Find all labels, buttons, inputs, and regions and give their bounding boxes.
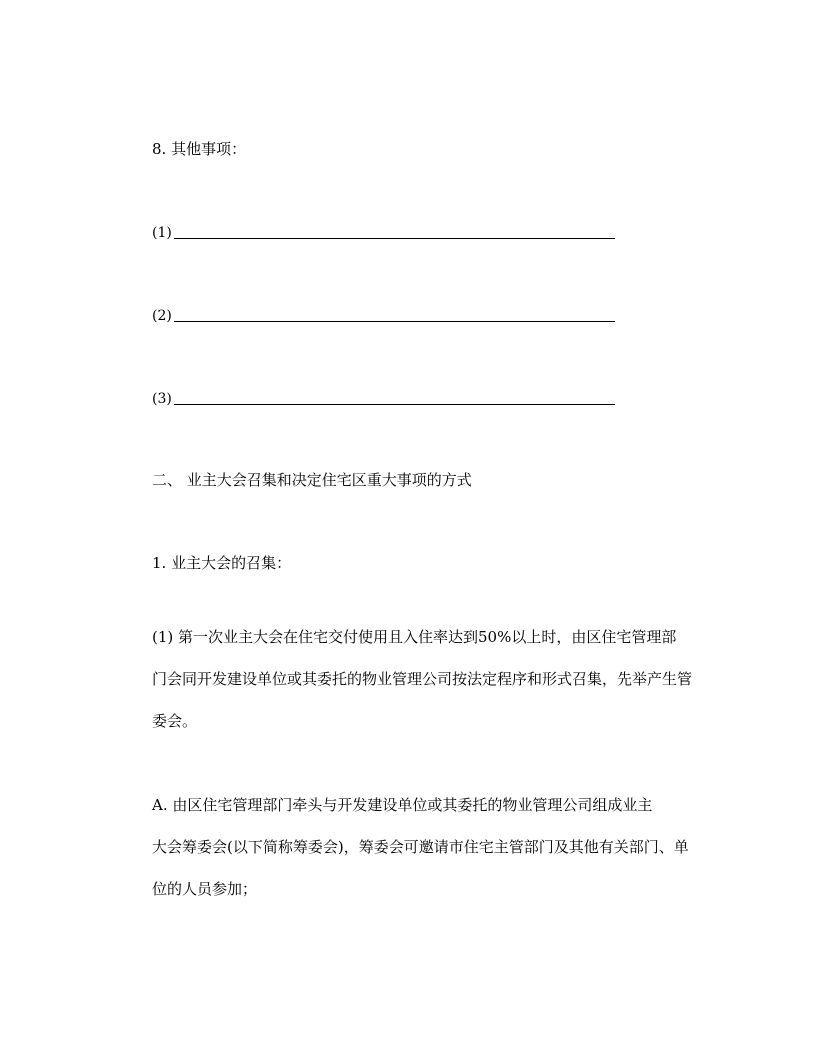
paragraph-1 <box>152 616 693 742</box>
paragraph-line: (1) 第一次业主大会在住宅交付使用且入住率达到50%以上时，由区住宅管理部 <box>152 628 677 646</box>
blank-fill-line[interactable] <box>174 321 615 322</box>
paragraph-line: 委会。 <box>152 712 198 730</box>
section-2-heading: 二、 业主大会召集和决定住宅区重大事项的方式 <box>152 471 472 489</box>
blank-row-3 <box>152 386 615 408</box>
blank-label: (1) <box>152 225 172 241</box>
paragraph-line: 位的人员参加； <box>152 880 258 898</box>
paragraph-a <box>152 784 688 910</box>
blank-fill-line[interactable] <box>174 404 615 405</box>
blank-fill-line[interactable] <box>174 238 615 239</box>
paragraph-line: A. 由区住宅管理部门牵头与开发建设单位或其委托的物业管理公司组成业主 <box>152 796 653 814</box>
paragraph-line: 大会筹委会(以下简称筹委会)，筹委会可邀请市住宅主管部门及其他有关部门、单 <box>152 838 689 856</box>
blank-row-2 <box>152 303 615 325</box>
subsection-1-heading: 1. 业主大会的召集： <box>152 554 292 572</box>
blank-label: (3) <box>152 391 172 407</box>
item-8-heading: 8. 其他事项： <box>152 140 247 158</box>
blank-row-1 <box>152 220 615 242</box>
blank-label: (2) <box>152 308 172 324</box>
paragraph-line: 门会同开发建设单位或其委托的物业管理公司按法定程序和形式召集，先举产生管 <box>152 670 693 688</box>
